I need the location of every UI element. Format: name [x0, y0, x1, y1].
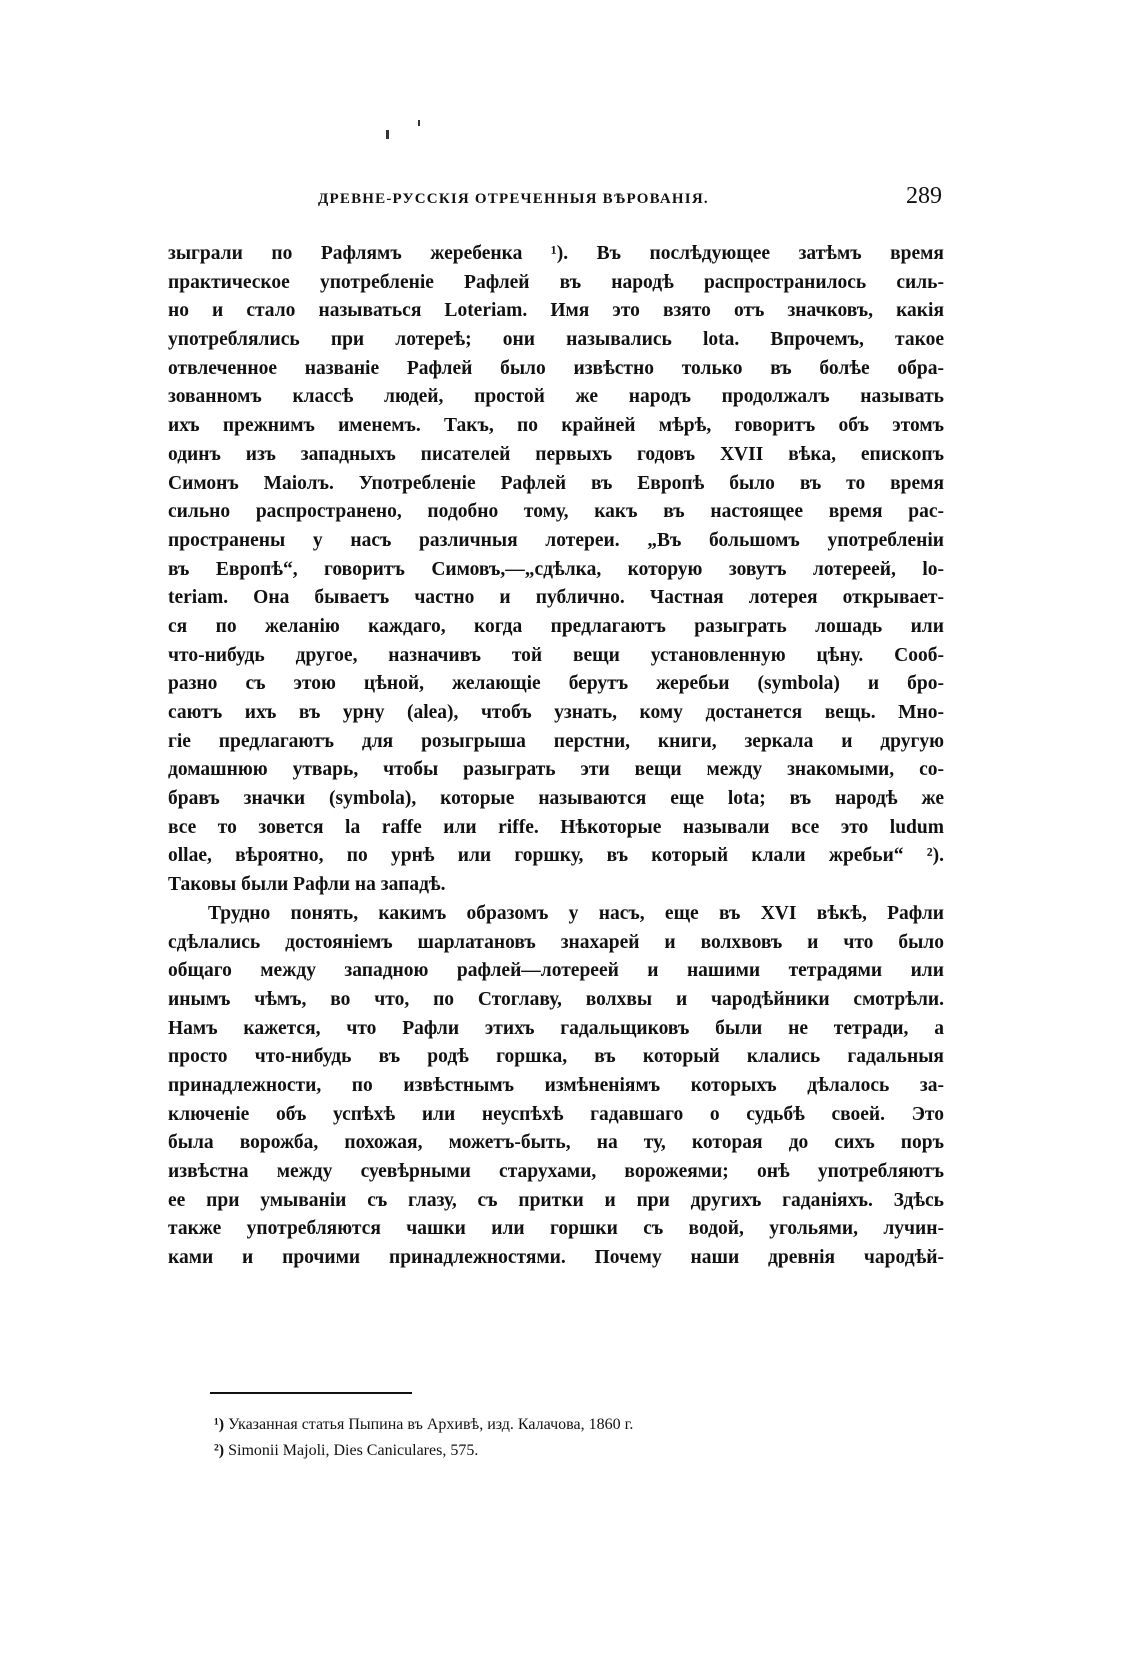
- running-title: ДРЕВНЕ-РУССКІЯ ОТРЕЧЕННЫЯ ВѢРОВАНІЯ.: [318, 191, 709, 207]
- text-line: что-нибудь другое, назначивъ той вещи установленную цѣну. Сооб-: [168, 644, 944, 666]
- text-line: саютъ ихъ въ урну (alea), чтобъ узнать, кому достанется вещь. Мно-: [168, 702, 944, 723]
- text-line: бравъ значки (symbola), которые называются еще lota; въ народѣ же: [168, 788, 944, 810]
- text-line: все то зовется la raffe или riffe. Нѣкоторые называли все это ludum: [168, 816, 944, 838]
- text-line: отвлеченное названіе Рафлей было извѣстно только въ болѣе обра-: [168, 357, 944, 379]
- text-line: зованномъ классѣ людей, простой же народъ продолжалъ называть: [168, 386, 944, 408]
- footnote-rule: [210, 1392, 412, 1394]
- text-line: ихъ прежнимъ именемъ. Такъ, по крайней мѣрѣ, говоритъ объ этомъ: [168, 415, 944, 437]
- text-line: въ Европѣ“, говоритъ Симовъ,—„сдѣлка, которую зовутъ лотереей, lo-: [168, 558, 944, 580]
- text-line: Трудно понять, какимъ образомъ у насъ, еще въ XVI вѣкѣ, Рафли: [208, 902, 944, 924]
- text-line: teriam. Она бываетъ частно и публично. Частная лотерея открывает-: [168, 587, 944, 609]
- footnote-text: Указанная статья Пыпина въ Архивѣ, изд. Калачова, 1860 г.: [228, 1416, 634, 1433]
- text-line: просто что-нибудь въ родѣ горшка, въ который клались гадальныя: [168, 1046, 944, 1068]
- text-line: Намъ кажется, что Рафли этихъ гадальщиковъ были не тетради, а: [168, 1017, 944, 1039]
- text-line: ся по желанію каждаго, когда предлагаютъ разыграть лошадь или: [168, 615, 944, 637]
- text-line: разно съ этою цѣной, желающіе берутъ жеребьи (symbola) и бро-: [168, 673, 944, 695]
- footnotes: [214, 1412, 914, 1464]
- text-line: сдѣлались достояніемъ шарлатановъ знахарей и волхвовъ и что было: [168, 931, 944, 953]
- footnote-mark: ²): [214, 1442, 225, 1459]
- text-line: была ворожба, похожая, можетъ-быть, на ту, которая до сихъ поръ: [168, 1132, 944, 1154]
- footnote: [214, 1412, 914, 1438]
- text-line: ключеніе объ успѣхѣ или неуспѣхѣ гадавшаго о судьбѣ своей. Это: [168, 1103, 944, 1125]
- text-line: ollae, вѣроятно, по урнѣ или горшку, въ который клали жребьи“ ²).: [168, 845, 944, 867]
- text-line: пространены у насъ различныя лотереи. „Въ большомъ употребленіи: [168, 529, 944, 551]
- text-line: практическое употребленіе Рафлей въ народѣ распространилось силь-: [168, 271, 944, 293]
- print-speck: [386, 130, 389, 139]
- text-line: ками и прочими принадлежностями. Почему наши древнія чародѣй-: [168, 1247, 944, 1269]
- text-line: ее при умываніи съ глазу, съ притки и при другихъ гаданіяхъ. Здѣсь: [168, 1189, 944, 1211]
- text-line: но и стало называться Loteriam. Имя это взято отъ значковъ, какія: [168, 300, 944, 322]
- text-line: зыграли по Рафлямъ жеребенка ¹). Въ послѣдующее затѣмъ время: [168, 243, 944, 264]
- footnote: [214, 1438, 914, 1464]
- text-line: принадлежности, по извѣстнымъ измѣненіямъ которыхъ дѣлалось за-: [168, 1074, 944, 1096]
- text-line: общаго между западною рафлей—лотереей и нашими тетрадями или: [168, 960, 944, 982]
- footnote-mark: ¹): [214, 1416, 225, 1433]
- text-line: извѣстна между суевѣрными старухами, ворожеями; онѣ употребляютъ: [168, 1161, 944, 1182]
- text-line: домашнюю утварь, чтобы разыграть эти вещи между знакомыми, со-: [168, 759, 944, 781]
- print-speck: [418, 120, 420, 126]
- text-line: также употребляются чашки или горшки съ водой, угольями, лучин-: [168, 1218, 944, 1240]
- page-header: [318, 183, 942, 219]
- text-line: гіе предлагаютъ для розыгрыша перстни, книги, зеркала и другую: [168, 730, 944, 752]
- text-line: сильно распространено, подобно тому, какъ въ настоящее время рас-: [168, 501, 944, 523]
- text-line: Симонъ Маіолъ. Употребленіе Рафлей въ Европѣ было въ то время: [168, 472, 944, 494]
- footnote-text: Simonii Majoli, Dies Caniculares, 575.: [228, 1442, 479, 1459]
- text-line: инымъ чѣмъ, во что, по Стоглаву, волхвы и чародѣйники смотрѣли.: [168, 988, 944, 1010]
- text-line: одинъ изъ западныхъ писателей первыхъ годовъ XVII вѣка, епископъ: [168, 443, 944, 465]
- text-line: Таковы были Рафли на западѣ.: [168, 874, 446, 896]
- body-text: [168, 240, 944, 1273]
- text-line: употреблялись при лотереѣ; они назывались lota. Впрочемъ, такое: [168, 329, 944, 351]
- page-number: 289: [906, 183, 942, 209]
